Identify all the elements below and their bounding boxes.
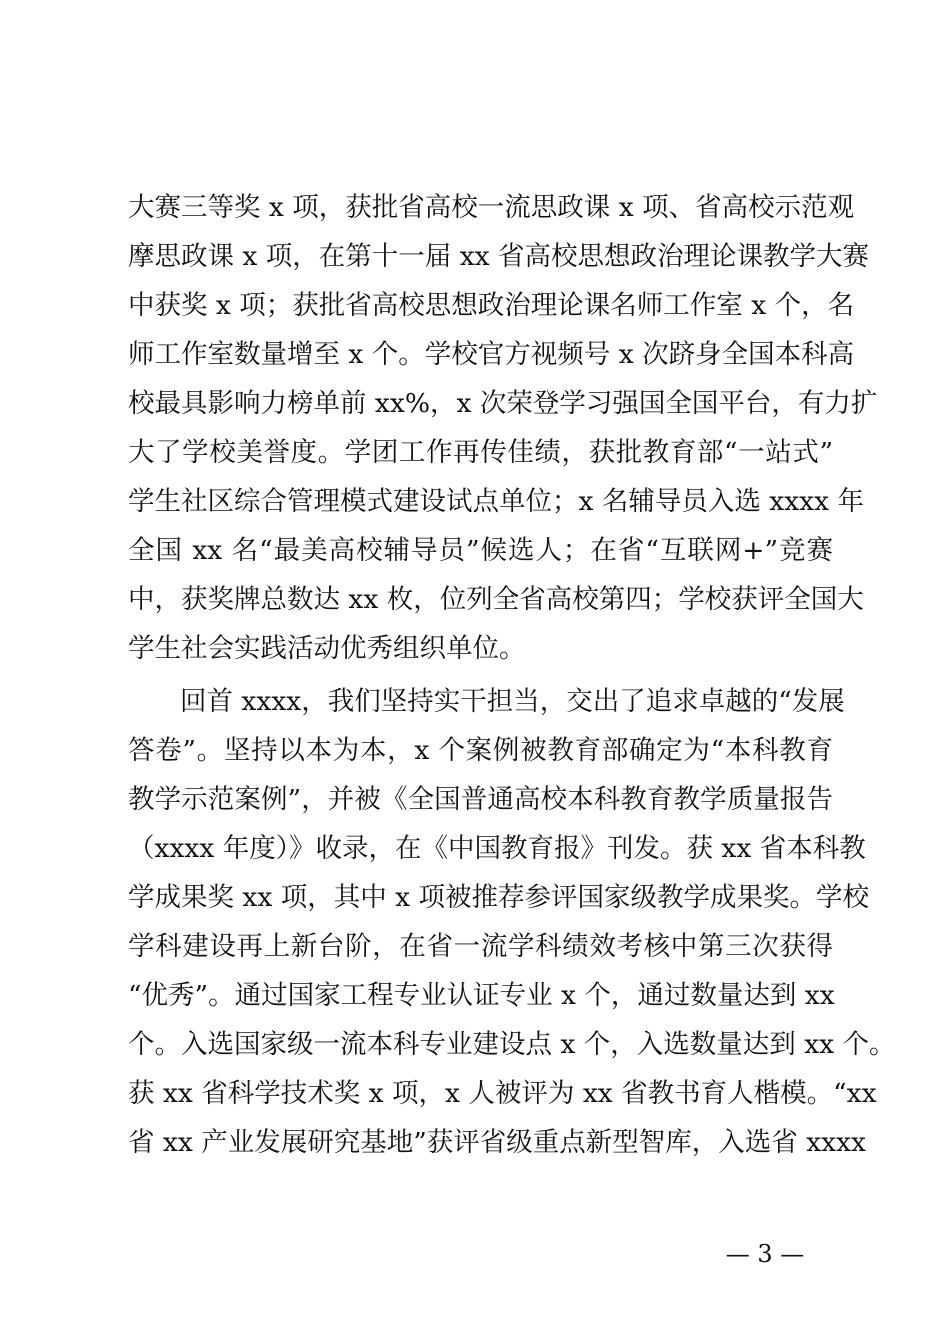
text-line: 中，获奖牌总数达 xx 枚，位列全省高校第四；学校获评全国大: [128, 584, 864, 615]
text-line-paragraph-end: 学生社会实践活动优秀组织单位。: [128, 633, 526, 664]
text-line: 获 xx 省科学技术奖 x 项，x 人被评为 xx 省教书育人楷模。“xx: [128, 1078, 877, 1109]
text-line: 校最具影响力榜单前 xx%，x 次荣登学习强国全国平台，有力扩: [128, 388, 878, 419]
text-line: 大赛三等奖 x 项，获批省高校一流思政课 x 项、省高校示范观: [128, 192, 855, 223]
text-line: 师工作室数量增至 x 个。学校官方视频号 x 次跻身全国本科高: [128, 339, 855, 370]
text-line: 摩思政课 x 项，在第十一届 xx 省高校思想政治理论课教学大赛: [128, 241, 870, 272]
text-line: 个。入选国家级一流本科专业建设点 x 个，入选数量达到 xx 个。: [128, 1029, 896, 1060]
text-line: 全国 xx 名“最美高校辅导员”候选人；在省“互联网+”竞赛: [128, 535, 833, 566]
text-line: 答卷”。坚持以本为本，x 个案例被教育部确定为“本科教育: [128, 735, 833, 766]
text-line: （xxxx 年度）》收录，在《中国教育报》刊发。获 xx 省本科教: [128, 833, 866, 864]
text-line: 大了学校美誉度。学团工作再传佳绩，获批教育部“一站式”: [128, 437, 833, 468]
text-line: 省 xx 产业发展研究基地”获评省级重点新型智库，入选省 xxxx: [128, 1127, 866, 1158]
text-line: 学成果奖 xx 项，其中 x 项被推荐参评国家级教学成果奖。学校: [128, 882, 870, 913]
text-line: 学科建设再上新台阶，在省一流学科绩效考核中第三次获得: [128, 931, 833, 962]
text-line-paragraph-start: 回首 xxxx，我们坚持实干担当，交出了追求卓越的“发展: [180, 686, 845, 717]
text-line: 教学示范案例”，并被《全国普通高校本科教育教学质量报告: [128, 784, 833, 815]
page-number: — 3 —: [725, 1240, 805, 1268]
text-line: 中获奖 x 项；获批省高校思想政治理论课名师工作室 x 个，名: [128, 290, 855, 321]
text-line: 学生社区综合管理模式建设试点单位；x 名辅导员入选 xxxx 年: [128, 486, 864, 517]
text-line: “优秀”。通过国家工程专业认证专业 x 个，通过数量达到 xx: [128, 980, 835, 1011]
